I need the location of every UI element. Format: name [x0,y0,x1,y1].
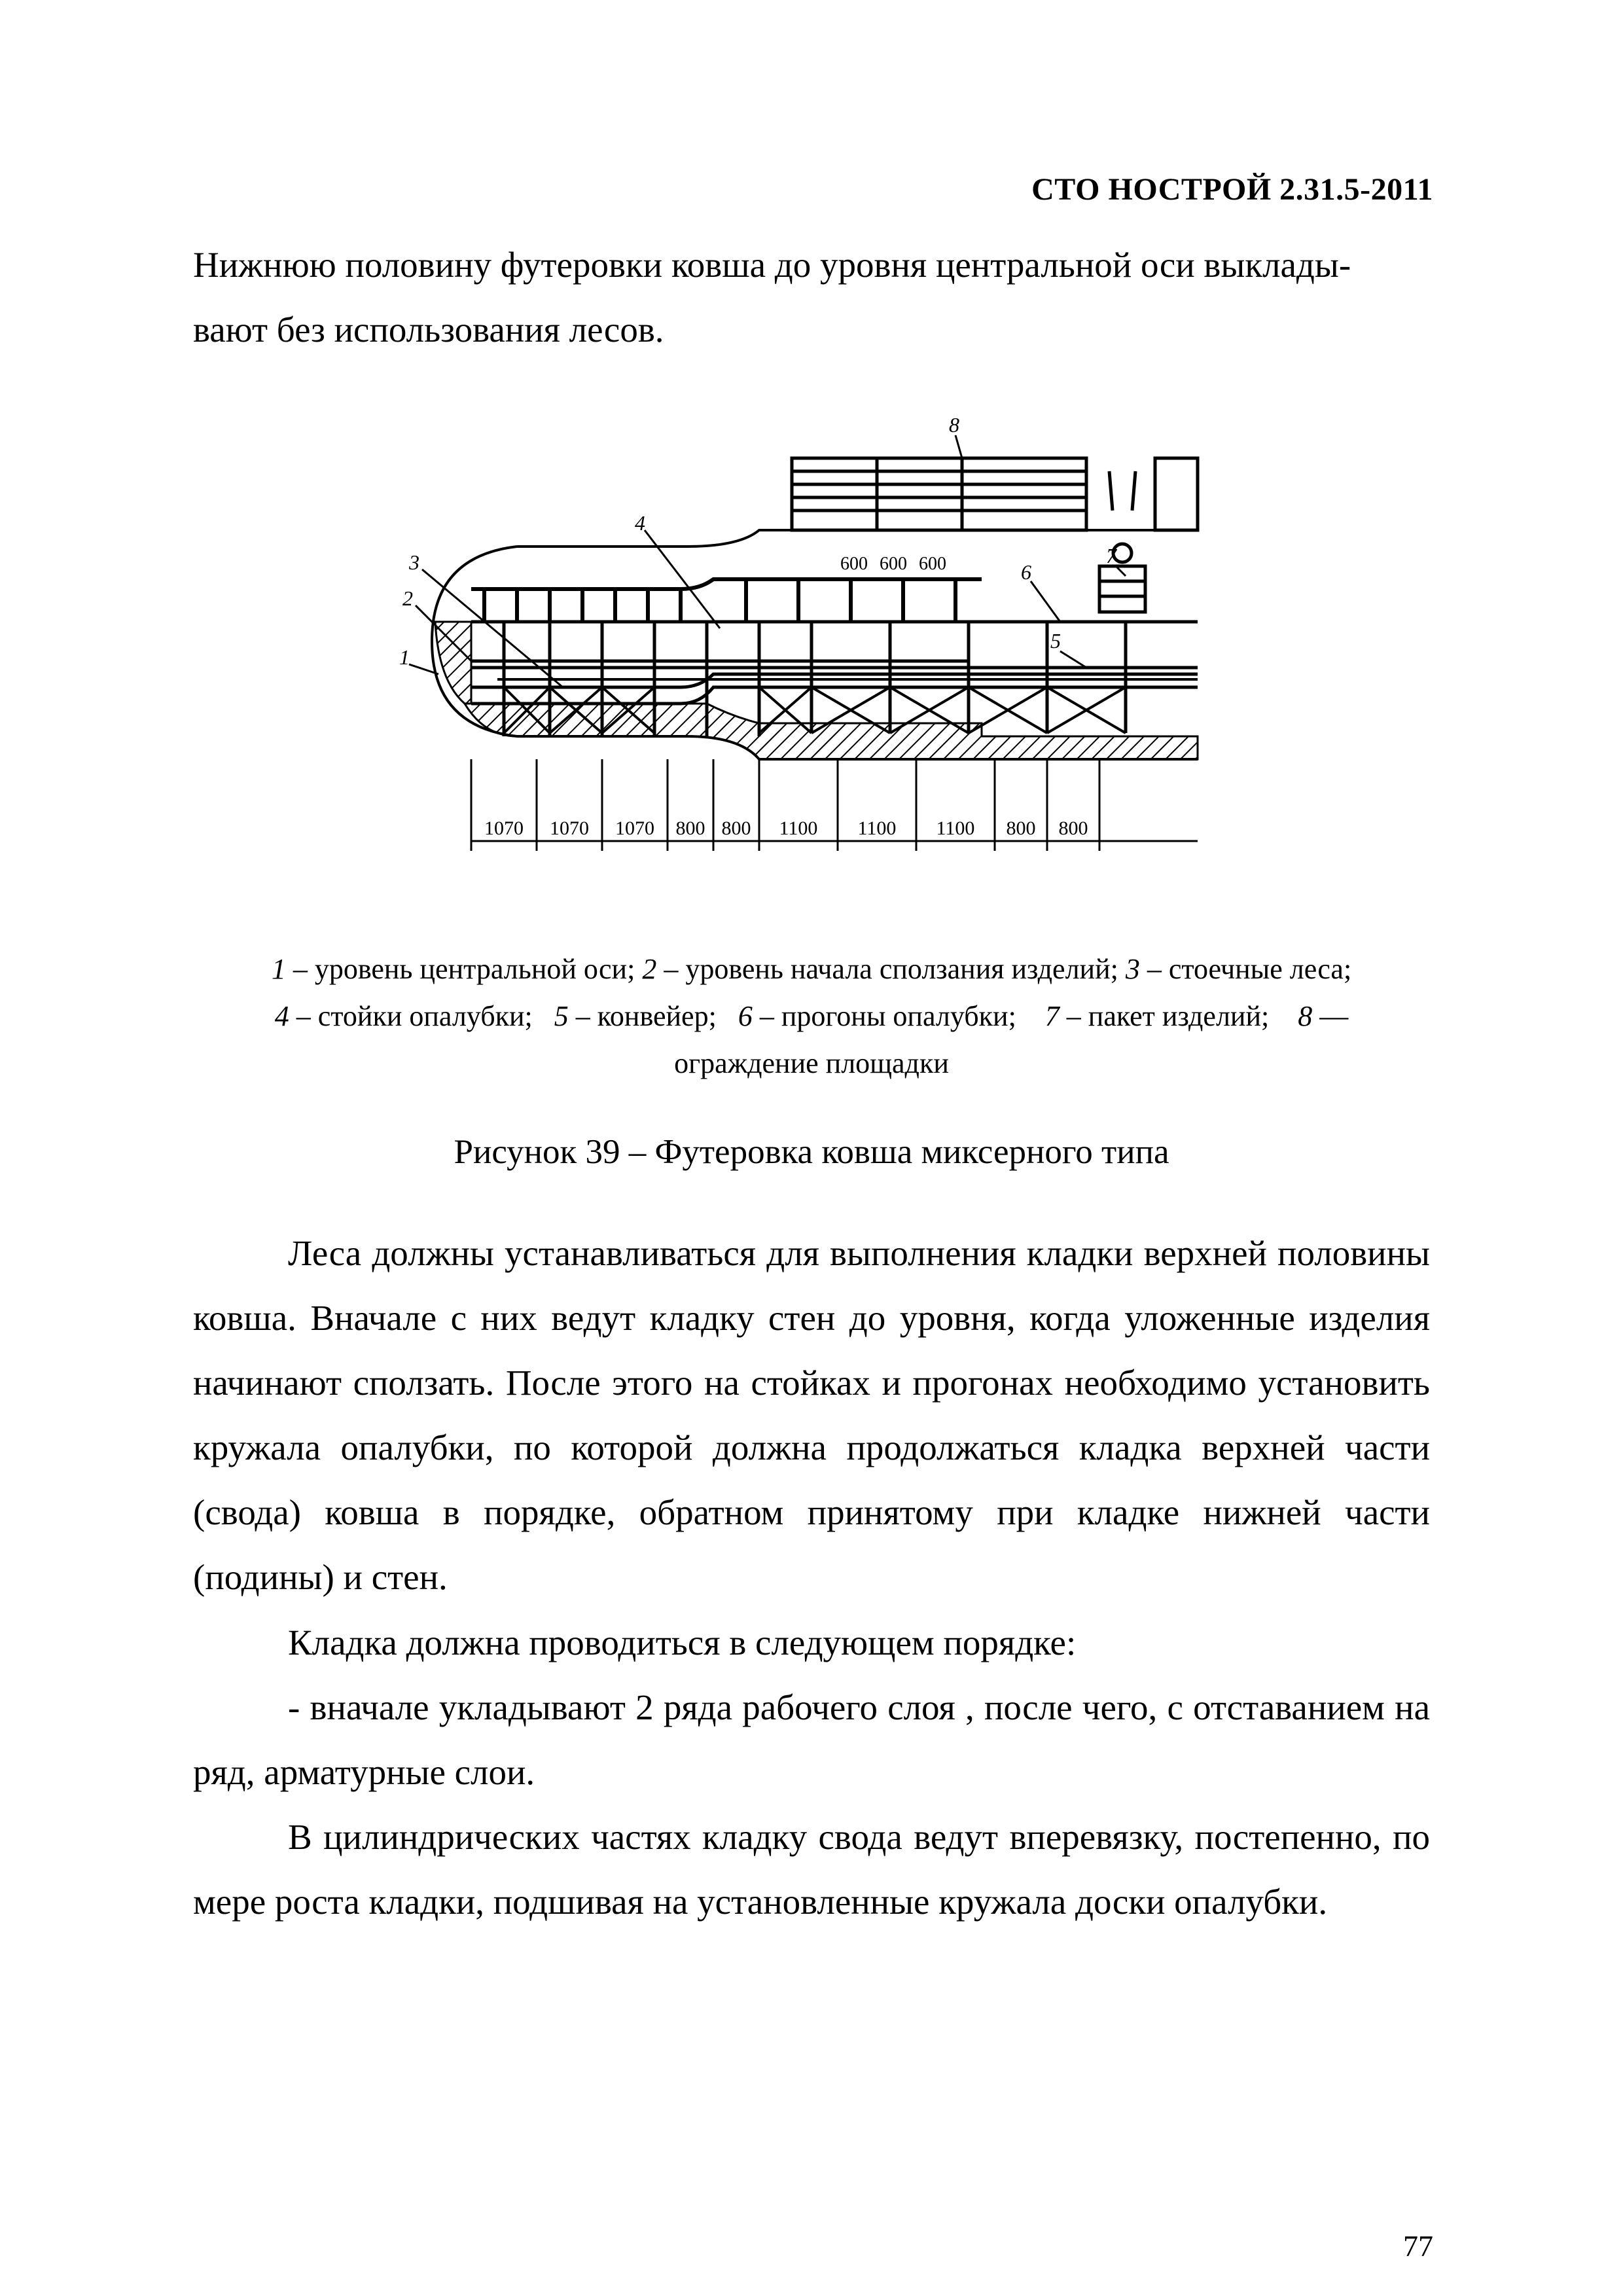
bottom-dimension-labels [484,817,1088,839]
dim-label: 600 [840,554,868,574]
lining-brickwork-left [435,622,471,704]
legend-num: 8 [1298,1000,1313,1032]
legend-num: 1 [271,953,286,985]
figure-legend-line-2 [193,993,1430,1040]
intro-line-1: Нижнюю половину футеровки ковша до уровня центральной оси выклады- [193,245,1351,285]
legend-text: – конвейер; [568,1000,738,1032]
legend-num: 4 [274,1000,289,1032]
document-code-header: СТО НОСТРОЙ 2.31.5-2011 [1031,172,1433,207]
intro-line-2: вают без использования лесов. [193,310,664,350]
figure-legend-line-1 [193,946,1430,993]
callout-6: 6 [1021,560,1031,584]
figure-legend-line-3: ограждение площадки [674,1047,949,1079]
crane-hook-7 [1099,471,1145,612]
callout-leaders [409,435,1126,687]
dim-label: 1100 [779,817,818,839]
platform-railing [471,579,982,622]
dim-label: 800 [721,817,751,839]
legend-num: 6 [738,1000,753,1032]
body-paragraph-2: Кладка должна проводиться в следующем порядке: [288,1623,1077,1662]
legend-text: – уровень начала сползания изделий; [656,953,1126,985]
body-paragraph-3: - вначале укладывают 2 ряда рабочего слоя , после чего, с отставанием на ряд, арматурные слои. [193,1687,1430,1792]
legend-text: – уровень центральной оси; [285,953,643,985]
dim-label: 1100 [936,817,975,839]
ladle-lining-drawing [393,406,1204,890]
legend-num: 2 [642,953,657,985]
callout-7: 7 [1106,544,1116,567]
legend-text: — [1312,1000,1349,1032]
legend-num: 3 [1125,953,1140,985]
legend-text: – стойки опалубки; [289,1000,554,1032]
enclosure-8 [792,458,1198,530]
callout-8: 8 [949,413,959,437]
dim-label: 1100 [857,817,897,839]
callout-2: 2 [402,586,413,610]
legend-text: – стоечные леса; [1139,953,1352,985]
legend-num: 7 [1044,1000,1060,1032]
top-dimension-labels [840,554,946,574]
legend-text: – пакет изделий; [1059,1000,1298,1032]
dim-label: 600 [880,554,907,574]
callout-3: 3 [409,550,419,574]
dim-label: 800 [675,817,705,839]
body-paragraph-1: Леса должны устанавливаться для выполнения кладки верхней половины ковша. Вначале с них ведут кладку стен до уровня, когда уложенные изделия начинают сползать. После этого на стойках и прогонах необходимо установить кружала опалубки, по которой должна продолжаться кладка верхней части (свода) ковша в порядке, обратном принятому при кладке нижней части (подины) и стен. [193,1233,1430,1597]
callout-1: 1 [399,645,410,669]
figure-caption: Рисунок 39 – Футеровка ковша миксерного типа [454,1133,1169,1171]
legend-text: – прогоны опалубки; [752,1000,1045,1032]
dim-label: 1070 [550,817,589,839]
dim-label: 600 [919,554,946,574]
callout-5: 5 [1050,629,1061,653]
legend-num: 5 [554,1000,569,1032]
scaffolding-deck [471,622,1198,704]
dim-label: 1070 [484,817,524,839]
page-number: 77 [1403,2229,1433,2263]
dim-label: 800 [1058,817,1088,839]
dim-label: 1070 [615,817,654,839]
dim-label: 800 [1006,817,1036,839]
body-paragraph-4: В цилиндрических частях кладку свода ведут вперевязку, постепенно, по мере роста кладки, подшивая на установленные кружала доски опалубки. [193,1817,1430,1922]
callout-4: 4 [635,511,645,535]
